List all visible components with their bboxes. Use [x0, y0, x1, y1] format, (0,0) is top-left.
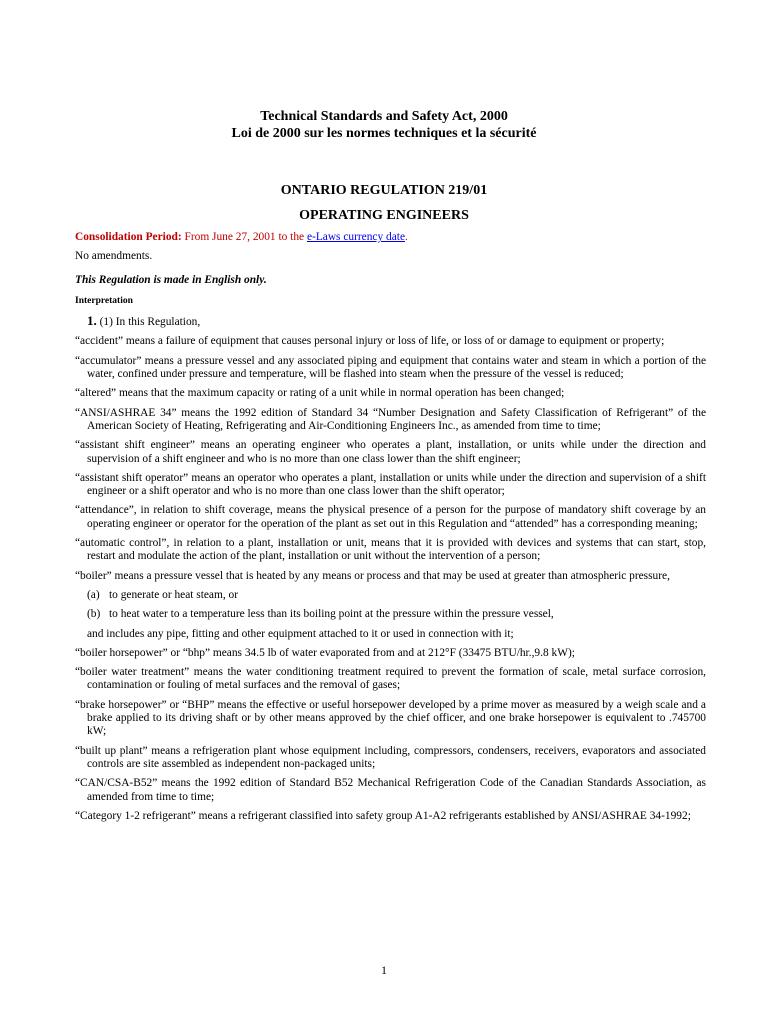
definition-item: “ANSI/ASHRAE 34” means the 1992 edition of Standard 34 “Number Designation and Safety Classification of Refrigerant” of the American Society of Heating, Refrigerating and Air-Conditioning Engineers Inc., as amended from time to time;	[75, 406, 706, 432]
act-title-block	[0, 108, 768, 142]
definition-item: “attendance”, in relation to shift coverage, means the physical presence of a person for the purpose of mandatory shift coverage by an operating engineer or operator for the operation of the plant as set out in this Regulation and “attended” has a corresponding meaning;	[75, 504, 706, 530]
definition-item: “boiler water treatment” means the water conditioning treatment required to prevent the formation of scale, metal surface corrosion, contamination or fouling of metal surfaces and the removal of gases;	[75, 666, 706, 692]
consolidation-label: Consolidation Period:	[75, 231, 182, 243]
definition-item: “accumulator” means a pressure vessel and any associated piping and equipment that contains water and steam in which a portion of the water, confined under pressure and temperature, will be flashed into steam when the pressure of the vessel is reduced;	[75, 354, 706, 381]
definition-item: “boiler” means a pressure vessel that is heated by any means or process and that may be used at greater than atmospheric pressure,	[75, 569, 670, 582]
boiler-clause	[75, 589, 706, 602]
section-intro: (1) In this Regulation,	[99, 316, 201, 329]
amendments-note: No amendments.	[75, 250, 153, 263]
consolidation-end: .	[405, 231, 408, 243]
definitions-list-b	[75, 647, 706, 823]
clause-label: (a)	[87, 588, 100, 601]
definition-item: “assistant shift engineer” means an operating engineer who operates a plant, installation, or units while under the direction and supervision of a shift engineer and who is no more than one class lower than the shift engineer;	[75, 439, 706, 465]
definition-item: “assistant shift operator” means an operator who operates a plant, installation or units while under the direction and supervision of a shift engineer or a shift operator and who is no more than one class lower than the shift operator;	[75, 471, 706, 498]
section-heading: Interpretation	[75, 295, 133, 306]
definition-item: “accident” means a failure of equipment that causes personal injury or loss of life, or loss of or damage to equipment or property;	[75, 335, 665, 348]
act-title-french: Loi de 2000 sur les normes techniques et la sécurité	[231, 126, 537, 141]
section-intro-line	[75, 314, 706, 329]
clause-text: to heat water to a temperature less than its boiling point at the pressure within the pressure vessel,	[109, 608, 554, 621]
regulation-body	[75, 231, 706, 829]
clause-text: to generate or heat steam, or	[109, 588, 239, 601]
definition-item: “brake horsepower” or “BHP” means the effective or useful horsepower developed by a prime mover as measured by a weigh scale and a brake applied to its driving shaft or by other means approved by the chief officer, and one brake horsepower is equivalent to .745700 kW;	[75, 698, 706, 738]
definition-item: “boiler horsepower” or “bhp” means 34.5 lb of water evaporated from and at 212°F (33475 BTU/hr.,9.8 kW);	[75, 646, 575, 659]
boiler-clause	[75, 608, 706, 621]
act-title-english: Technical Standards and Safety Act, 2000	[260, 109, 508, 124]
definitions-list-a	[75, 335, 706, 582]
consolidation-period	[75, 231, 706, 244]
regulation-title-block	[0, 178, 768, 228]
language-note: This Regulation is made in English only.	[75, 273, 267, 286]
definition-item: “built up plant” means a refrigeration plant whose equipment including, compressors, condensers, receivers, evaporators and associated controls are site assembled as independent non-packaged units;	[75, 744, 706, 770]
regulation-number: ONTARIO REGULATION 219/01	[280, 183, 488, 198]
page-number: 1	[381, 963, 387, 977]
consolidation-text: From June 27, 2001 to the	[184, 231, 305, 243]
definition-item: “automatic control”, in relation to a plant, installation or unit, means that it is provided with devices and systems that can start, stop, restart and modulate the action of the plant, installation or unit without the intervention of a person;	[75, 537, 706, 563]
clause-label: (b)	[87, 608, 101, 621]
definition-item: “altered” means that the maximum capacity or rating of a unit while in normal operation has been changed;	[75, 387, 565, 400]
boiler-tail: and includes any pipe, fitting and other equipment attached to it or used in connection with it;	[87, 627, 514, 640]
definition-item: “CAN/CSA-B52” means the 1992 edition of Standard B52 Mechanical Refrigeration Code of the Canadian Standards Association, as amended from time to time;	[75, 777, 706, 803]
section-number: 1.	[87, 313, 97, 329]
elaws-currency-link[interactable]: e-Laws currency date	[306, 231, 405, 243]
definition-item: “Category 1-2 refrigerant” means a refrigerant classified into safety group A1-A2 refrigerants established by ANSI/ASHRAE 34-1992;	[75, 809, 691, 822]
regulation-name: OPERATING ENGINEERS	[299, 208, 469, 223]
boiler-clauses	[75, 589, 706, 622]
